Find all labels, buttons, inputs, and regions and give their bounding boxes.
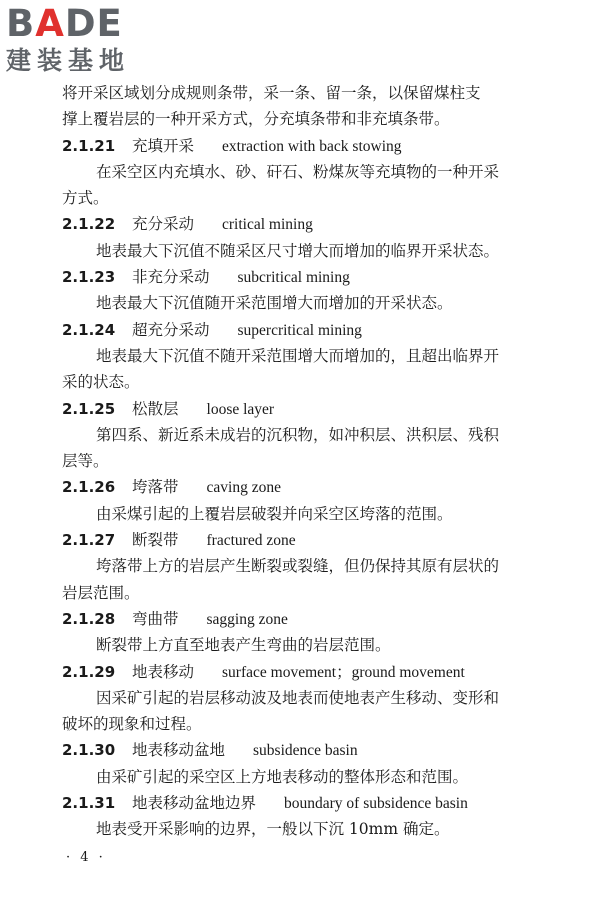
term-definition: 第四系、新近系未成岩的沉积物，如冲积层、洪积层、残积: [96, 425, 500, 444]
term-definition: 采的状态。: [62, 373, 140, 392]
term-definition: 岩层范围。: [62, 583, 140, 602]
term-heading: [62, 790, 562, 816]
term-heading: [62, 527, 562, 553]
term-definition: 破坏的现象和过程。: [62, 715, 202, 734]
term-definition: 因采矿引起的岩层移动波及地表而使地表产生移动、变形和: [96, 688, 500, 707]
term-number: 2.1.29: [62, 662, 116, 681]
term-english: subcritical mining: [237, 269, 350, 287]
logo-brand-de: DE: [64, 2, 123, 45]
term-chinese: 弯曲带: [132, 609, 179, 628]
logo-brand-a: A: [35, 2, 65, 45]
term-definition: 地表最大下沉值不随采区尺寸增大而增加的临界开采状态。: [96, 241, 500, 260]
term-definition: 垮落带上方的岩层产生断裂或裂缝，但仍保持其原有层状的: [96, 557, 500, 576]
term-english: critical mining: [222, 216, 313, 234]
term-english: boundary of subsidence basin: [284, 795, 468, 813]
term-chinese: 地表移动盆地边界: [132, 794, 257, 813]
term-english: surface movement；ground movement: [222, 663, 465, 681]
term-chinese: 地表移动: [132, 662, 195, 681]
term-definition: 地表最大下沉值随开采范围增大而增加的开采状态。: [96, 294, 453, 313]
term-heading: [62, 396, 562, 422]
term-english: sagging zone: [206, 610, 288, 628]
term-chinese: 充分采动: [132, 215, 195, 234]
term-heading: [62, 317, 562, 343]
logo-subtitle: 建装基地: [6, 46, 131, 75]
term-heading: [62, 133, 562, 159]
intro-line: 撑上覆岩层的一种开采方式，分充填条带和非充填条带。: [62, 110, 450, 129]
term-chinese: 松散层: [132, 399, 179, 418]
logo-brand-b: B: [6, 2, 36, 45]
term-number: 2.1.27: [62, 531, 116, 550]
term-english: loose layer: [206, 400, 275, 418]
term-chinese: 超充分采动: [132, 320, 210, 339]
term-number: 2.1.25: [62, 399, 116, 418]
term-chinese: 垮落带: [132, 478, 179, 497]
term-chinese: 地表移动盆地: [132, 741, 226, 760]
term-number: 2.1.24: [62, 320, 116, 339]
term-heading: [62, 264, 562, 290]
term-number: 2.1.21: [62, 136, 116, 155]
term-definition: 在采空区内充填水、砂、矸石、粉煤灰等充填物的一种开采: [96, 162, 500, 181]
intro-line: 将开采区域划分成规则条带，采一条、留一条，以保留煤柱支: [62, 84, 481, 102]
term-heading: [62, 211, 562, 237]
document-body: [62, 80, 562, 843]
term-chinese: 非充分采动: [132, 268, 210, 287]
logo-brand: [6, 4, 130, 44]
term-english: supercritical mining: [237, 321, 362, 339]
term-heading: [62, 659, 562, 685]
term-definition: 地表最大下沉值不随开采范围增大而增加的，且超出临界开: [96, 346, 500, 365]
term-english: subsidence basin: [253, 742, 358, 760]
term-heading: [62, 606, 562, 632]
page-number: · 4 ·: [66, 850, 106, 865]
term-heading: [62, 474, 562, 500]
term-chinese: 断裂带: [132, 531, 179, 550]
term-definition: 地表受开采影响的边界，一般以下沉 10mm 确定。: [96, 820, 450, 839]
term-definition: 由采矿引起的采空区上方地表移动的整体形态和范围。: [96, 767, 469, 786]
term-number: 2.1.30: [62, 741, 116, 760]
logo: [6, 4, 130, 76]
term-chinese: 充填开采: [132, 136, 195, 155]
term-number: 2.1.28: [62, 609, 116, 628]
term-english: fractured zone: [206, 532, 296, 550]
term-definition: 层等。: [62, 452, 109, 471]
term-definition: 断裂带上方直至地表产生弯曲的岩层范围。: [96, 636, 391, 655]
term-english: caving zone: [206, 479, 281, 497]
term-heading: [62, 737, 562, 763]
term-definition: 方式。: [62, 189, 109, 208]
term-number: 2.1.26: [62, 478, 116, 497]
term-definition: 由采煤引起的上覆岩层破裂并向采空区垮落的范围。: [96, 504, 453, 523]
term-number: 2.1.23: [62, 268, 116, 287]
term-english: extraction with back stowing: [222, 137, 402, 155]
term-number: 2.1.22: [62, 215, 116, 234]
term-number: 2.1.31: [62, 794, 116, 813]
